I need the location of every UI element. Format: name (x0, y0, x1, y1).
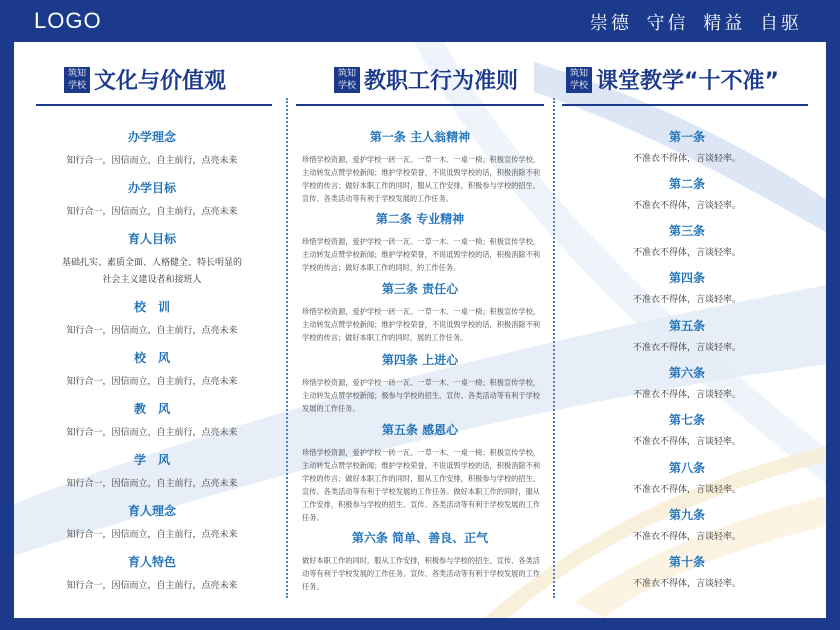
culture-item: 育人特色 知行合一，因信而立，自主前行，点亮未来 (66, 555, 238, 591)
column-title: 教职工行为准则 (364, 69, 519, 94)
logo: LOGO (34, 8, 102, 33)
school-tag: 筑知 学校 (334, 67, 360, 93)
column-classroom-rules (562, 42, 812, 589)
dotted-divider (553, 98, 555, 598)
column-title-block (32, 42, 272, 108)
rule-article: 第六条 简单、善良、正气 做好本职工作的同时，服从工作安排，积极参与学校的招生、宣传、各类活动等有利于学校发展的工作任务。宣传、各类活动等有利于学校发展的工作任务。 (302, 531, 540, 591)
content-panel (14, 42, 826, 618)
culture-item: 办学理念 知行合一，因信而立，自主前行，点亮未来 (66, 130, 238, 166)
school-tag: 筑知 学校 (64, 67, 90, 93)
rule-article: 第四条 上进心 珍惜学校资源，爱护学校一砖一瓦、一草一木、一桌一椅；积极宣传学校，主动转发点赞学校新闻；极参与学校的招生、宣传、各类活动等有利于学校发展的工作任务。 (302, 353, 540, 413)
rule-article: 第一条 主人翁精神 珍惜学校资源，爱护学校一砖一瓦、一草一木、一桌一椅；积极宣传学校，主动转发点赞学校新闻；维护学校荣誉，不说诋毁学校的话，积极消除不利学校的传言；做好本职工作的同时，服从工作安排，积极参与学校的招生、宣传、各类活动等有利于学校发展的工作任务。 (302, 130, 540, 203)
column-title-block (562, 42, 812, 108)
school-tag: 筑知 学校 (566, 67, 592, 93)
classroom-rule: 第八条 不准衣不得体，言谈轻率。 (632, 461, 741, 495)
rule-article: 第三条 责任心 珍惜学校资源，爱护学校一砖一瓦、一草一木、一桌一椅；积极宣传学校，主动转发点赞学校新闻；维护学校荣誉，不说诋毁学校的话，积极消除不利学校的传言；做好本职工作的同时，展的工作任务。 (302, 282, 540, 342)
culture-item: 校 风 知行合一，因信而立，自主前行，点亮未来 (66, 351, 238, 387)
column-culture (32, 42, 272, 591)
culture-item: 育人理念 知行合一，因信而立，自主前行，点亮未来 (66, 504, 238, 540)
classroom-rule: 第三条 不准衣不得体，言谈轻率。 (632, 224, 741, 258)
column-staff-rules (296, 42, 544, 591)
culture-item: 育人目标 基础扎实、素质全面、人格健全、特长明显的社会主义建设者和接班人 (62, 232, 243, 285)
column-title: 课堂教学“十不准” (596, 69, 779, 94)
title-underline (562, 104, 808, 106)
classroom-rule: 第一条 不准衣不得体，言谈轻率。 (632, 130, 741, 164)
classroom-rule: 第六条 不准衣不得体，言谈轻率。 (632, 366, 741, 400)
rule-article: 第五条 感恩心 珍惜学校资源，爱护学校一砖一瓦、一草一木、一桌一椅；积极宣传学校，主动转发点赞学校新闻；维护学校荣誉，不说诋毁学校的话，积极消除不利学校的传言；做好本职工作的同时，服从工作安排，积极参与学校的招生、宣传、各类活动等有利于学校发展的工作任务。做好本职工作的同时，服从工作安排，积极参与学校的招生、宣传、各类活动等有利于学校发展的工作任务。 (302, 423, 540, 522)
header-bar (0, 0, 840, 42)
title-underline (296, 104, 544, 106)
classroom-rule: 第九条 不准衣不得体，言谈轻率。 (632, 508, 741, 542)
slogan: 崇德 守信 精益 自驱 (589, 13, 802, 34)
column-title: 文化与价值观 (94, 69, 227, 94)
culture-item: 办学目标 知行合一，因信而立，自主前行，点亮未来 (66, 181, 238, 217)
classroom-rule: 第五条 不准衣不得体，言谈轻率。 (632, 319, 741, 353)
classroom-rule: 第二条 不准衣不得体，言谈轻率。 (632, 177, 741, 211)
title-underline (36, 104, 272, 106)
classroom-rule: 第四条 不准衣不得体，言谈轻率。 (632, 271, 741, 305)
culture-item: 校 训 知行合一，因信而立，自主前行，点亮未来 (66, 300, 238, 336)
culture-item: 学 风 知行合一，因信而立，自主前行，点亮未来 (66, 453, 238, 489)
dotted-divider (286, 98, 288, 598)
classroom-rule: 第十条 不准衣不得体，言谈轻率。 (632, 555, 741, 589)
classroom-rule: 第七条 不准衣不得体，言谈轻率。 (632, 413, 741, 447)
rule-article: 第二条 专业精神 珍惜学校资源，爱护学校一砖一瓦、一草一木、一桌一椅；积极宣传学校，主动转发点赞学校新闻；维护学校荣誉，不说诋毁学校的话，积极消除不利学校的传言；做好本职工作的同时，的工作任务。 (302, 212, 540, 272)
column-title-block (296, 42, 544, 108)
culture-item: 教 风 知行合一，因信而立，自主前行，点亮未来 (66, 402, 238, 438)
